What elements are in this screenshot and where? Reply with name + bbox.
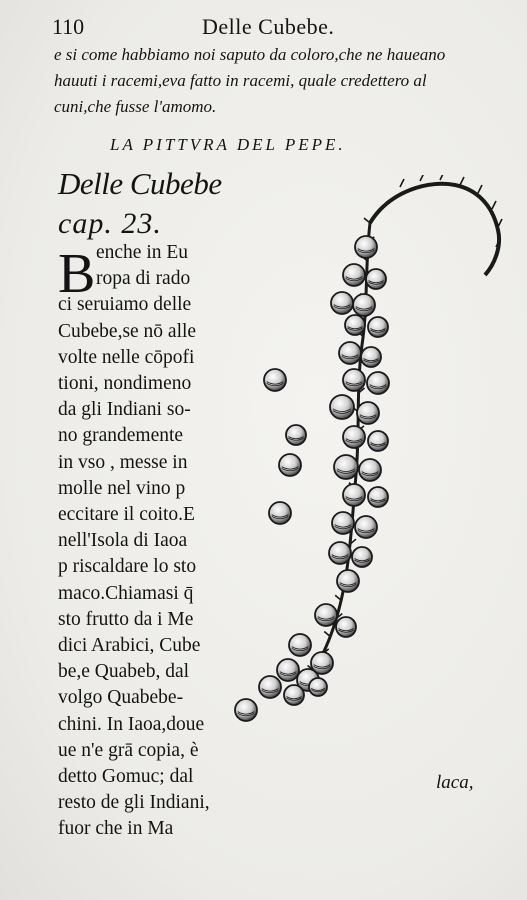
berry-icon bbox=[336, 617, 356, 637]
berry-icon bbox=[264, 369, 286, 391]
berry-icon bbox=[357, 402, 379, 424]
text-line: be,e Quabeb, dal bbox=[58, 661, 190, 683]
text-line: chini. In Iaoa,doue bbox=[58, 713, 205, 735]
text-line: molle nel vino p bbox=[58, 477, 186, 499]
berry-icon bbox=[343, 426, 365, 448]
berry-icon bbox=[353, 294, 375, 316]
berry-icon bbox=[355, 516, 377, 538]
berry-icon bbox=[277, 659, 299, 681]
berry-icon bbox=[334, 455, 358, 479]
berry-icon bbox=[343, 484, 365, 506]
text-line: ci seruiamo delle bbox=[58, 294, 192, 316]
berry-icon bbox=[330, 395, 354, 419]
branch-thorn bbox=[498, 219, 502, 227]
berry-icon bbox=[367, 372, 389, 394]
berry-icon bbox=[331, 292, 353, 314]
body-text-column bbox=[58, 240, 248, 843]
berry-icon bbox=[284, 685, 304, 705]
text-line: nell'Isola di Iaoa bbox=[58, 530, 188, 552]
berry-icon bbox=[366, 269, 386, 289]
berry-icon bbox=[309, 678, 327, 696]
berry-icon bbox=[329, 542, 351, 564]
berry-icon bbox=[368, 487, 388, 507]
berry-icon bbox=[269, 502, 291, 524]
text-line: ue n'e grā copia, è bbox=[58, 739, 199, 761]
branch-thorn bbox=[420, 175, 424, 181]
text-line: enche in Eu bbox=[96, 242, 189, 263]
section-title: LA PITTVRA DEL PEPE. bbox=[110, 135, 346, 154]
berry-icon bbox=[259, 676, 281, 698]
berry-icon bbox=[315, 604, 337, 626]
drop-cap: B bbox=[58, 243, 96, 305]
text-line: da gli Indiani so- bbox=[58, 399, 191, 421]
stem-thorn bbox=[364, 218, 370, 223]
branch-thorn bbox=[478, 185, 482, 193]
text-line: resto de gli Indiani, bbox=[58, 792, 210, 814]
text-line: dici Arabici, Cube bbox=[58, 635, 201, 657]
berry-icon bbox=[355, 236, 377, 258]
branch-thorn bbox=[400, 179, 404, 187]
running-title: Delle Cubebe. bbox=[202, 14, 335, 39]
text-line: tioni, nondimeno bbox=[58, 373, 192, 395]
cubeb-pepper-branch-icon bbox=[230, 175, 520, 735]
berry-icon bbox=[339, 342, 361, 364]
berry-icon bbox=[345, 315, 365, 335]
text-line: eccitare il coito.E bbox=[58, 504, 195, 526]
text-line: sto frutto da i Me bbox=[58, 608, 194, 630]
catchword: laca, bbox=[436, 772, 474, 793]
text-line: cuni,che fusse l'amomo. bbox=[54, 97, 217, 116]
text-line: ropa di rado bbox=[96, 268, 191, 290]
intro-paragraph bbox=[54, 42, 504, 120]
branch-thorn bbox=[492, 201, 496, 209]
text-line: Cubebe,se nō alle bbox=[58, 320, 197, 342]
berry-icon bbox=[352, 547, 372, 567]
text-line: hauuti i racemi,eva fatto in racemi, quale credettero al bbox=[54, 71, 427, 90]
page-number: 110 bbox=[52, 14, 85, 39]
berry-icon bbox=[368, 317, 388, 337]
text-line: in vso , messe in bbox=[58, 451, 188, 473]
page-header bbox=[52, 14, 475, 40]
chapter-title: Delle Cubebe bbox=[58, 166, 222, 201]
branch-thorn bbox=[440, 175, 444, 180]
berry-icon bbox=[235, 699, 257, 721]
stem-thorn bbox=[324, 632, 330, 637]
text-line: no grandemente bbox=[58, 425, 184, 447]
berry-icon bbox=[279, 454, 301, 476]
text-line: fuor che in Ma bbox=[58, 818, 174, 840]
berry-icon bbox=[286, 425, 306, 445]
berry-icon bbox=[289, 634, 311, 656]
text-line: e si come habbiamo noi saputo da coloro,che ne haueano bbox=[54, 45, 446, 64]
text-line: volte nelle cōpofi bbox=[58, 346, 195, 368]
berry-icon bbox=[359, 459, 381, 481]
berry-icon bbox=[332, 512, 354, 534]
berry-icon bbox=[361, 347, 381, 367]
text-line: detto Gomuc; dal bbox=[58, 766, 194, 788]
chapter-number: cap. 23. bbox=[58, 207, 162, 240]
berry-icon bbox=[337, 570, 359, 592]
berry-icon bbox=[343, 264, 365, 286]
text-line: p riscaldare lo sto bbox=[58, 556, 197, 578]
text-line: volgo Quabebe- bbox=[58, 687, 184, 709]
berry-icon bbox=[343, 369, 365, 391]
berry-icon bbox=[368, 431, 388, 451]
branch-thorn bbox=[460, 177, 464, 185]
text-line: maco.Chiamasi q̄ bbox=[58, 582, 194, 604]
